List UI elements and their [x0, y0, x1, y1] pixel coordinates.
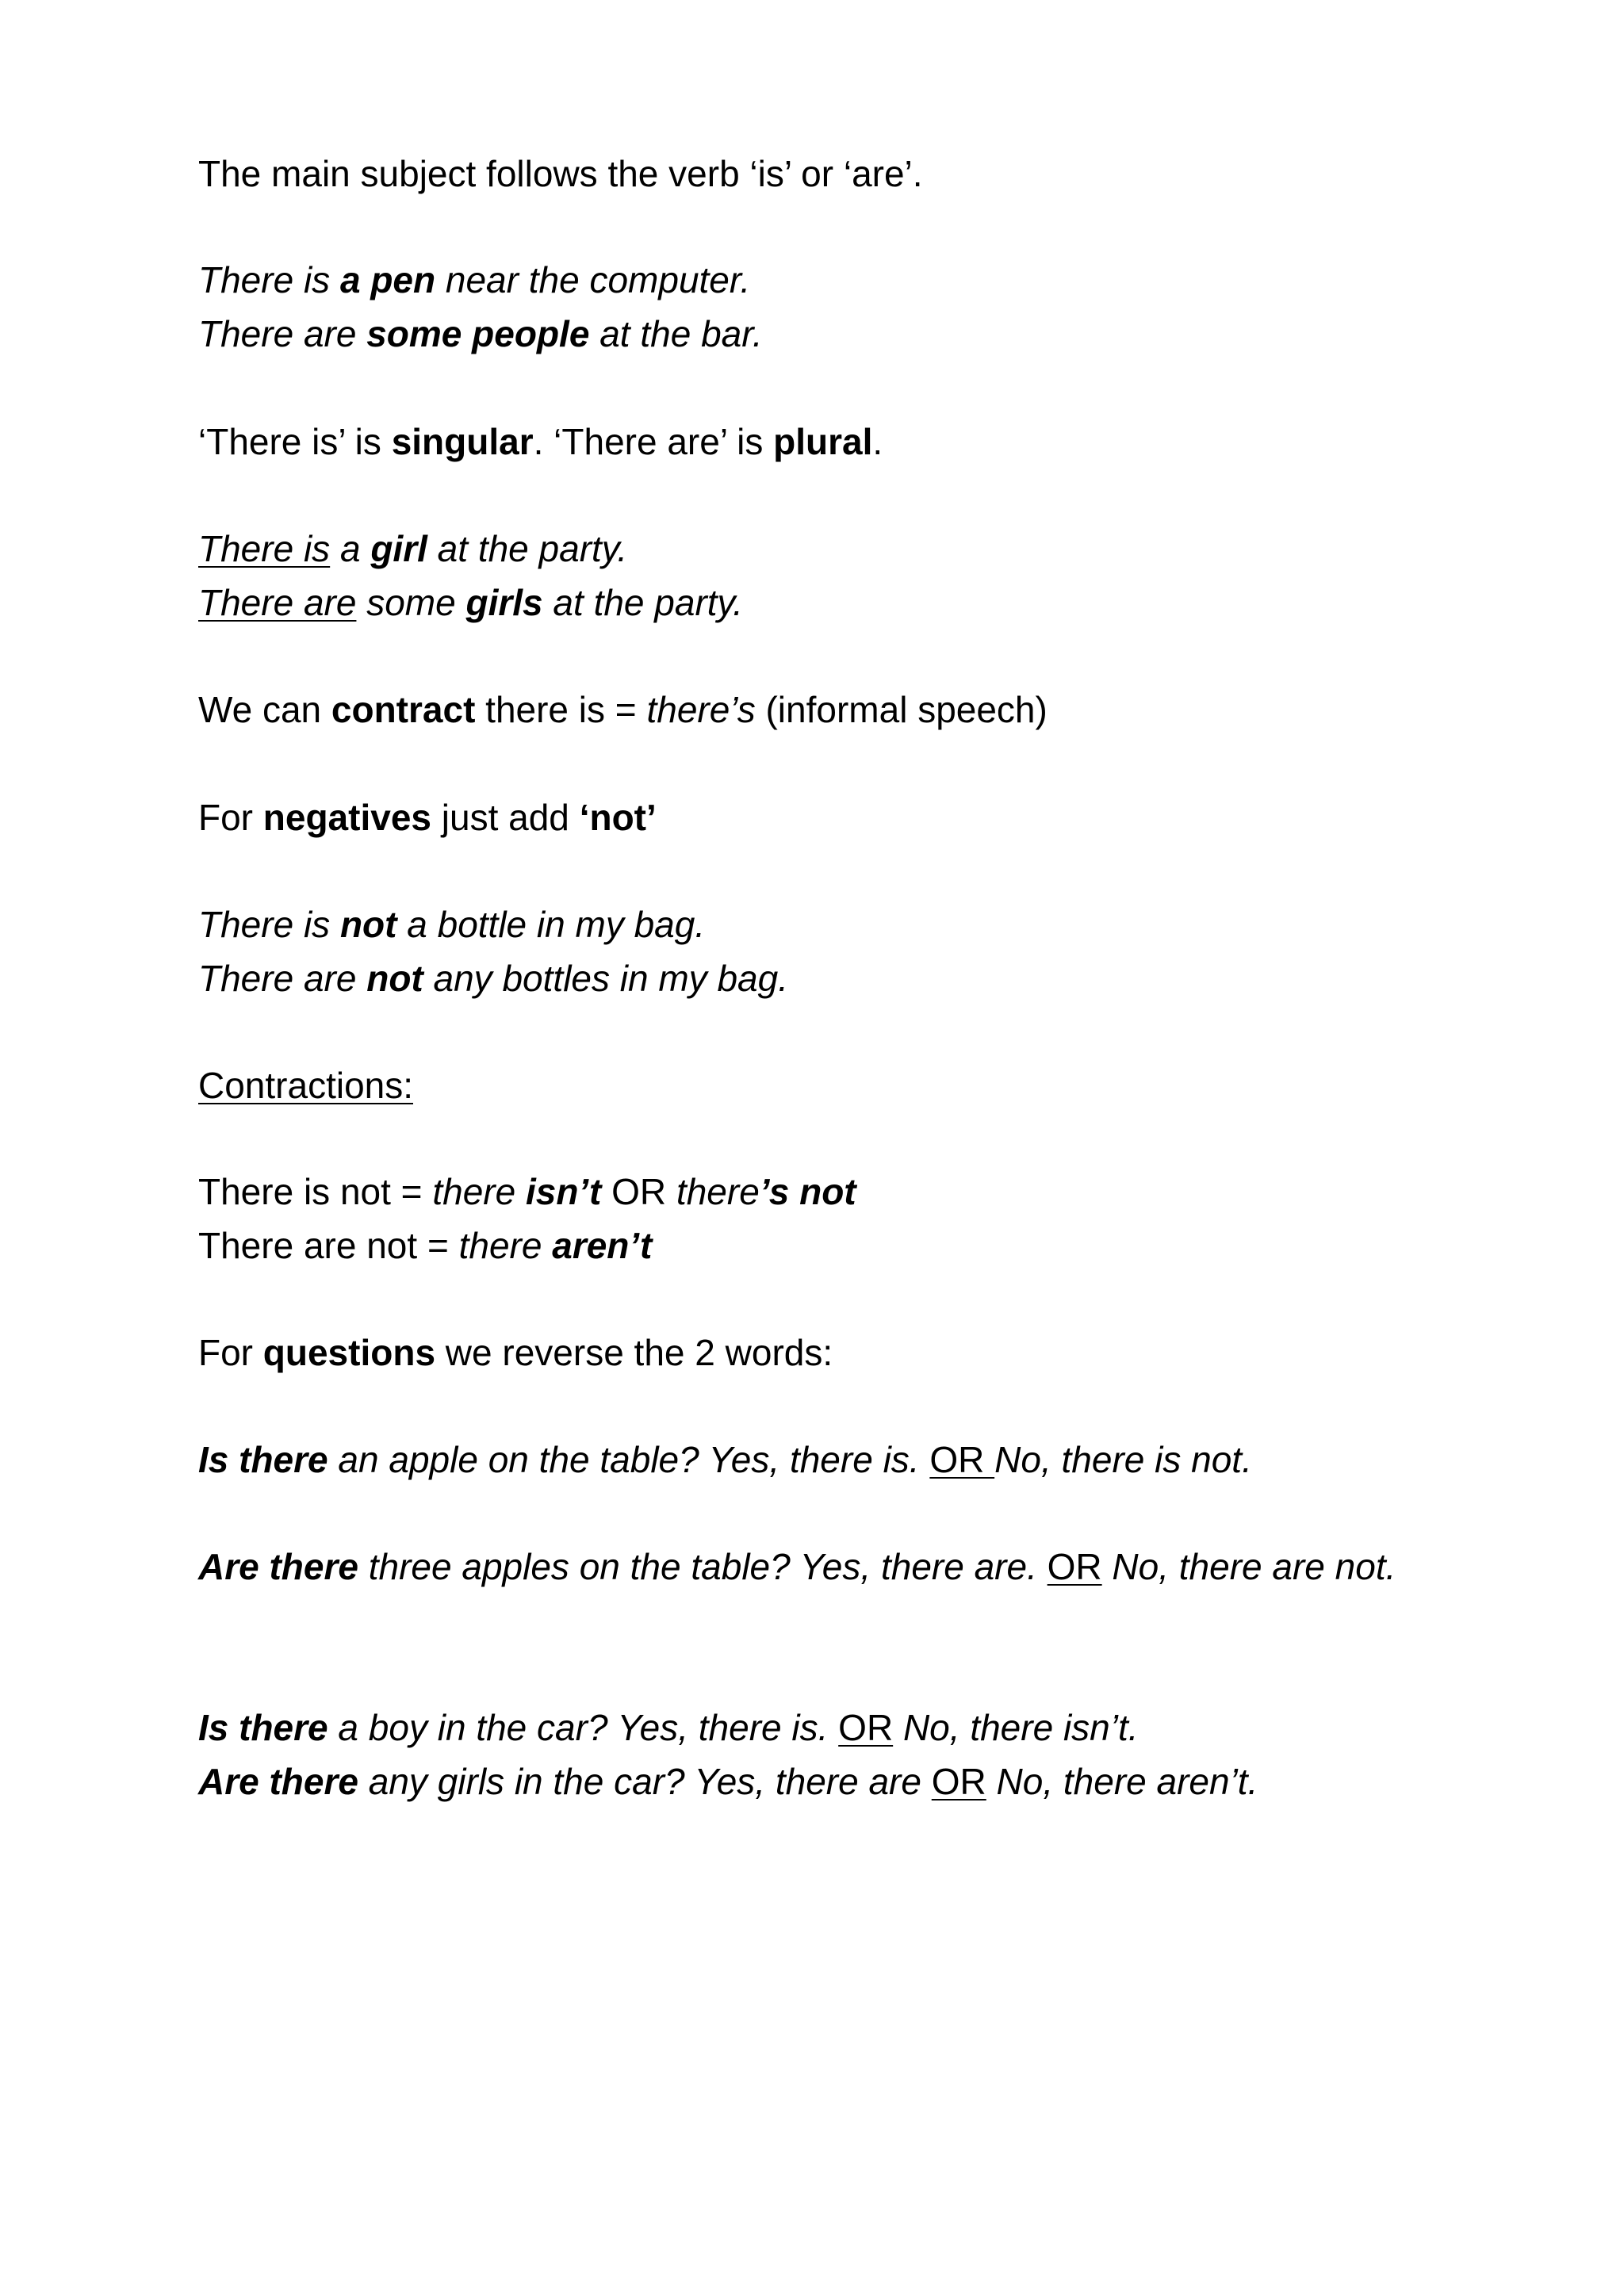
text-segment: some — [356, 582, 466, 623]
emphasis-segment: ‘not’ — [579, 797, 657, 838]
text-segment: (informal speech) — [755, 689, 1048, 730]
text-segment: any girls in the car? Yes, there are — [358, 1761, 932, 1802]
emphasis-segment: negatives — [262, 797, 431, 838]
text-segment: three apples on the table? Yes, there are. — [358, 1546, 1048, 1587]
text-segment: For — [198, 1332, 263, 1373]
question-boy — [198, 1705, 1139, 1751]
text-segment: There is not = — [198, 1171, 433, 1212]
emphasis-segment: a pen — [339, 259, 436, 300]
underlined-segment: OR — [1047, 1546, 1102, 1587]
italic-segment: there — [676, 1171, 760, 1212]
emphasis-segment: some people — [366, 313, 590, 354]
underlined-segment: OR — [931, 1761, 986, 1802]
question-three-apples — [198, 1544, 1435, 1590]
text-segment: No, there are not. — [1101, 1546, 1396, 1587]
emphasis-segment: not — [366, 958, 423, 999]
question-rule-line — [198, 1330, 833, 1376]
emphasis-segment: Are there — [198, 1546, 358, 1587]
emphasis-segment: Is there — [198, 1707, 328, 1748]
underlined-segment: There is — [198, 528, 331, 569]
underlined-segment: There are — [198, 582, 357, 623]
text-segment: There are — [198, 958, 367, 999]
text-segment: No, there isn’t. — [893, 1707, 1139, 1748]
text-segment: at the party. — [427, 528, 628, 569]
text-segment: just add — [431, 797, 580, 838]
example-pen — [198, 257, 750, 303]
emphasis-segment: not — [339, 904, 397, 945]
question-girls — [198, 1758, 1258, 1804]
emphasis-segment: Are there — [198, 1761, 358, 1802]
text-segment: there is = — [475, 689, 647, 730]
emphasis-segment: plural — [773, 421, 873, 462]
example-people — [198, 311, 763, 357]
emphasis-segment: questions — [262, 1332, 436, 1373]
text-segment: There are — [198, 313, 367, 354]
contractions-heading: Contractions: — [198, 1065, 414, 1106]
emphasis-segment: Is there — [198, 1439, 328, 1480]
text-segment: OR — [601, 1171, 676, 1212]
number-rule-line — [198, 419, 883, 465]
text-segment: There is — [198, 904, 340, 945]
emphasis-segment: girl — [370, 528, 427, 569]
intro-line — [198, 151, 923, 197]
text-segment: ‘There is’ is — [198, 421, 392, 462]
contraction-is-not — [198, 1169, 856, 1215]
underlined-segment: OR — [838, 1707, 894, 1748]
text-segment: near the computer. — [435, 259, 751, 300]
emphasis-segment: aren’t — [552, 1225, 653, 1266]
text-segment: There are not = — [198, 1225, 459, 1266]
negative-rule-line — [198, 794, 657, 840]
text-segment: . — [872, 421, 883, 462]
text-segment: No, there aren’t. — [986, 1761, 1258, 1802]
text-segment: There is — [198, 259, 340, 300]
example-girl-singular — [198, 526, 627, 572]
text-segment: an apple on the table? Yes, there is. — [327, 1439, 930, 1480]
italic-segment: there’s — [646, 689, 756, 730]
negative-example-bottles — [198, 955, 788, 1001]
italic-segment: there — [432, 1171, 526, 1212]
text-segment: For — [198, 797, 263, 838]
text-segment: any bottles in my bag. — [423, 958, 788, 999]
example-girl-plural — [198, 580, 743, 626]
text-segment: at the bar. — [589, 313, 763, 354]
underlined-segment: OR — [929, 1439, 995, 1480]
text-segment: a boy in the car? Yes, there is. — [327, 1707, 839, 1748]
question-apple — [198, 1437, 1252, 1483]
italic-segment: there — [458, 1225, 553, 1266]
intro-text: The main subject follows the verb ‘is’ or ‘are’. — [198, 153, 923, 194]
contract-rule-line — [198, 687, 1048, 733]
emphasis-segment: isn’t — [525, 1171, 602, 1212]
text-segment: at the party. — [542, 582, 743, 623]
text-segment: . ‘There are’ is — [533, 421, 774, 462]
text-segment: a bottle in my bag. — [396, 904, 706, 945]
emphasis-segment: contract — [331, 689, 476, 730]
text-segment: we reverse the 2 words: — [435, 1332, 833, 1373]
text-segment: No, there is not. — [994, 1439, 1252, 1480]
text-segment: We can — [198, 689, 331, 730]
contractions-heading-line — [198, 1062, 413, 1108]
text-segment: a — [330, 528, 371, 569]
emphasis-segment: girls — [465, 582, 543, 623]
contraction-are-not — [198, 1223, 652, 1269]
emphasis-segment: singular — [391, 421, 534, 462]
emphasis-segment: ’s not — [759, 1171, 856, 1212]
negative-example-bottle — [198, 901, 705, 947]
